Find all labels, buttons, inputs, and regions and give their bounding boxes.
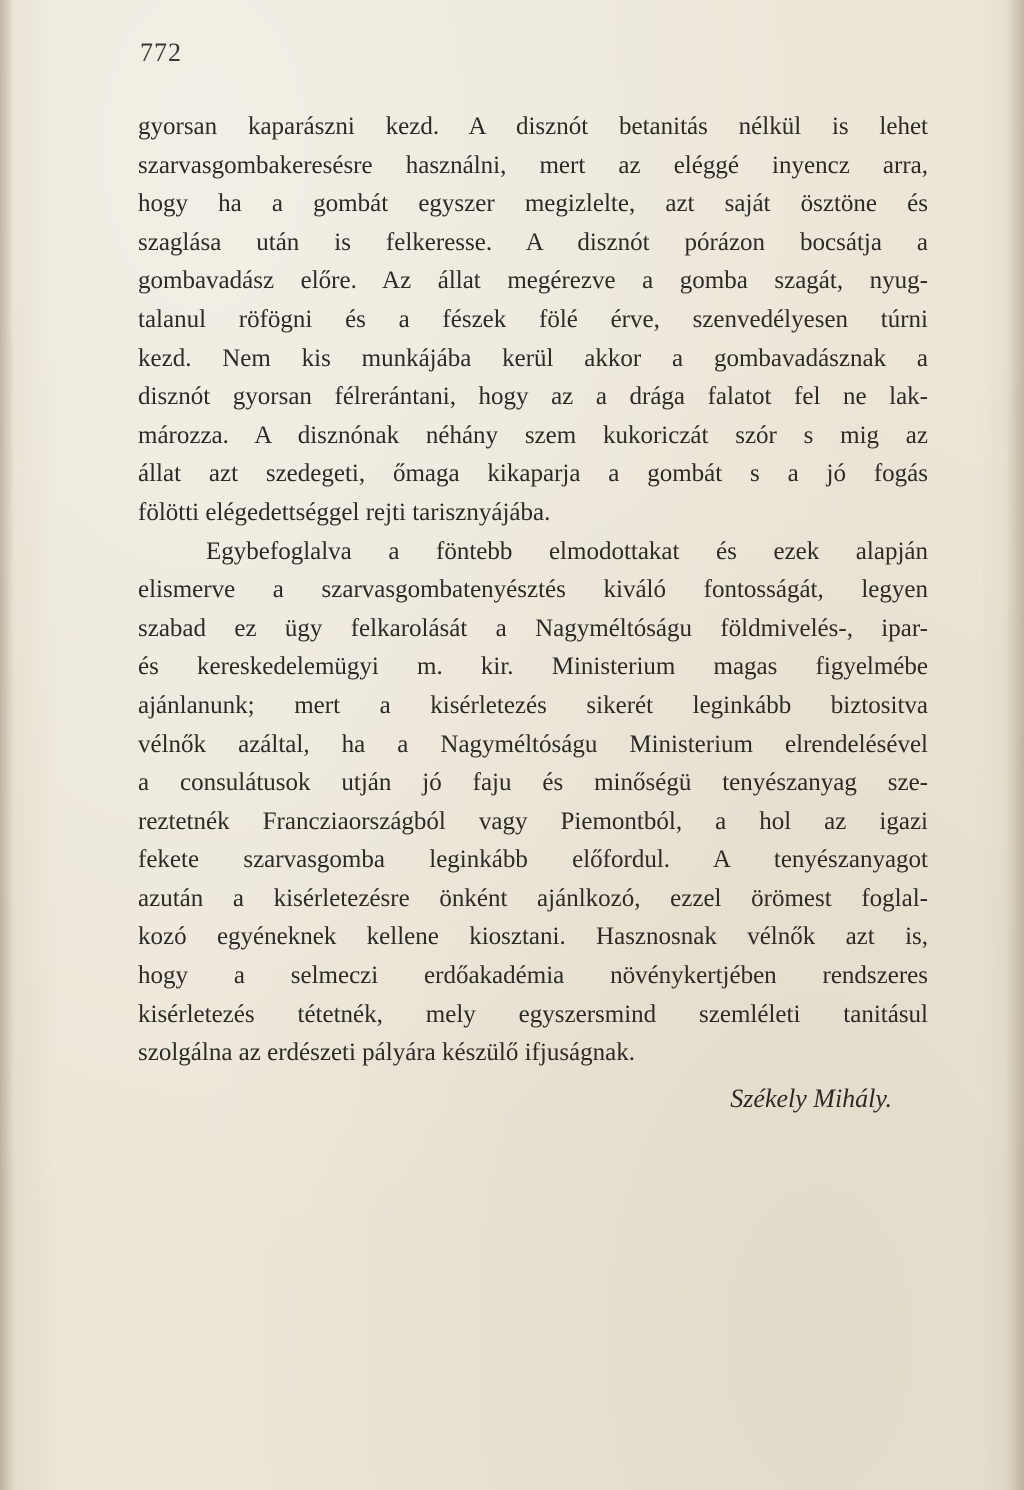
paragraph-1-line: gombavadász előre. Az állat megérezve a gomba szagát, nyug- [138, 267, 928, 295]
paragraph-2-line: szolgálna az erdészeti pályára készülő ifjuságnak. [138, 1039, 635, 1067]
page-edge-shadow-left [0, 0, 14, 1490]
paragraph-2-line: a consulátusok utján jó faju és minőségü tenyészanyag sze- [138, 769, 928, 797]
paragraph-2-line: Egybefoglalva a föntebb elmodottakat és ezek alapján [206, 537, 928, 565]
paragraph-2-line: vélnők azáltal, ha a Nagyméltóságu Ministerium elrendelésével [138, 730, 928, 758]
paragraph-1-line: talanul röfögni és a fészek fölé érve, szenvedélyesen túrni [138, 305, 928, 333]
body-text [138, 108, 928, 1073]
page-edge-shadow-right [1006, 0, 1024, 1490]
paragraph-2-line: elismerve a szarvasgombatenyésztés kiváló fontosságát, legyen [138, 576, 928, 604]
paragraph-1-line: gyorsan kaparászni kezd. A disznót betanitás nélkül is lehet [138, 113, 928, 140]
paragraph-2-line: ajánlanunk; mert a kisérletezés sikerét leginkább biztositva [138, 691, 928, 719]
paragraph-1-line: szarvasgombakeresésre használni, mert az eléggé inyencz arra, [138, 151, 928, 179]
paragraph-2-line: kozó egyéneknek kellene kiosztani. Hasznosnak vélnők azt is, [138, 923, 928, 951]
paragraph-2-line: reztetnék Francziaországból vagy Piemontból, a hol az igazi [138, 807, 928, 835]
paragraph-2-line: és kereskedelemügyi m. kir. Ministerium magas figyelmébe [138, 653, 928, 681]
author-signature: Székely Mihály. [730, 1084, 892, 1113]
page-number: 772 [140, 38, 182, 67]
paragraph-2-line: fekete szarvasgomba leginkább előfordul. A tenyészanyagot [138, 846, 928, 874]
paragraph-1-line: fölötti elégedettséggel rejti tarisznyájába. [138, 498, 551, 526]
paragraph-1-line: disznót gyorsan félrerántani, hogy az a drága falatot fel ne lak- [138, 383, 928, 411]
paragraph-1-line: mározza. A disznónak néhány szem kukoriczát szór s mig az [138, 421, 928, 449]
paragraph-1-line: hogy ha a gombát egyszer megizlelte, azt saját ösztöne és [138, 190, 928, 218]
paragraph-1-line: állat azt szedegeti, őmaga kikaparja a gombát s a jó fogás [138, 460, 928, 488]
paragraph-1-line: szaglása után is felkeresse. A disznót pórázon bocsátja a [138, 228, 928, 256]
paragraph-1-line: kezd. Nem kis munkájába kerül akkor a gombavadásznak a [138, 344, 928, 372]
paragraph-2-line: szabad ez ügy felkarolását a Nagyméltóságu földmivelés-, ipar- [138, 614, 928, 642]
paragraph-2-line: hogy a selmeczi erdőakadémia növénykertjében rendszeres [138, 962, 928, 990]
paragraph-2-line: azután a kisérletezésre önként ajánlkozó, ezzel örömest foglal- [138, 884, 928, 912]
paragraph-2-line: kisérletezés tétetnék, mely egyszersmind szemléleti tanitásul [138, 1000, 928, 1028]
